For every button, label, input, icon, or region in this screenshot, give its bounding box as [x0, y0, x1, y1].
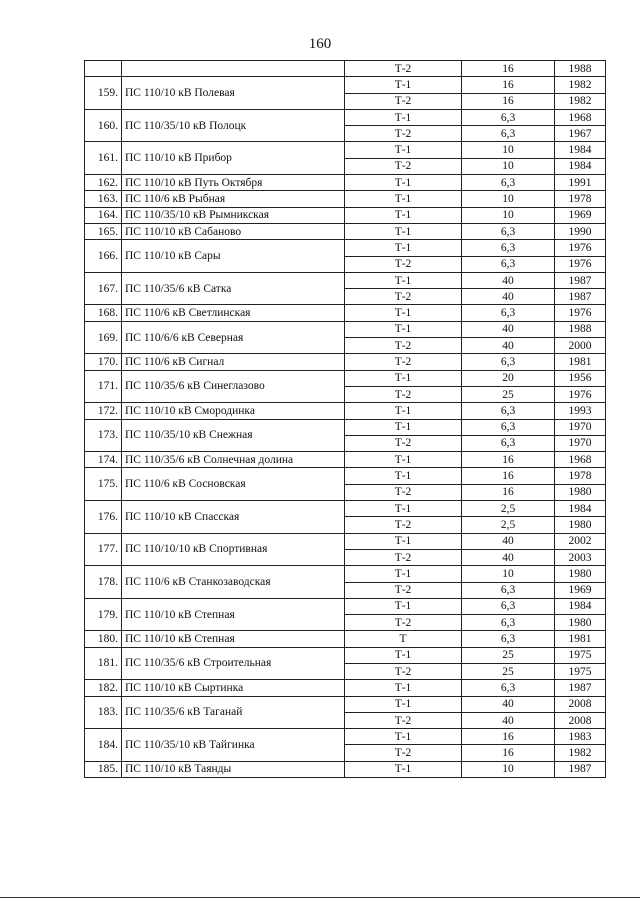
table-row — [85, 191, 606, 207]
substation-name-cell: ПС 110/10/10 кВ Спортивная — [122, 533, 345, 566]
year-cell: 1991 — [555, 175, 606, 191]
year-cell: 1981 — [555, 631, 606, 647]
year-cell: 1988 — [555, 321, 606, 337]
substation-name-cell: ПС 110/10 кВ Степная — [122, 598, 345, 631]
power-cell: 6,3 — [462, 403, 555, 419]
substation-name-cell — [122, 61, 345, 77]
row-number-cell: 162. — [85, 175, 122, 191]
row-number-cell: 181. — [85, 647, 122, 680]
substation-name-cell: ПС 110/10 кВ Сабаново — [122, 223, 345, 239]
transformer-cell: Т-1 — [345, 272, 462, 288]
row-number-cell: 185. — [85, 761, 122, 777]
power-cell: 6,3 — [462, 240, 555, 256]
year-cell: 1984 — [555, 158, 606, 174]
table-row — [85, 142, 606, 158]
power-cell: 40 — [462, 712, 555, 728]
row-number-cell: 177. — [85, 533, 122, 566]
transformer-cell: Т-2 — [345, 484, 462, 500]
power-cell: 40 — [462, 696, 555, 712]
transformer-cell: Т-2 — [345, 158, 462, 174]
substation-name-cell: ПС 110/10 кВ Путь Октября — [122, 175, 345, 191]
transformer-cell: Т-2 — [345, 615, 462, 631]
bottom-rule — [0, 897, 640, 898]
power-cell: 25 — [462, 663, 555, 679]
power-cell: 6,3 — [462, 419, 555, 435]
row-number-cell: 174. — [85, 452, 122, 468]
substation-name-cell: ПС 110/35/10 кВ Полоцк — [122, 109, 345, 142]
power-cell: 40 — [462, 321, 555, 337]
year-cell: 1980 — [555, 484, 606, 500]
year-cell: 1975 — [555, 647, 606, 663]
power-cell: 16 — [462, 452, 555, 468]
power-cell: 10 — [462, 566, 555, 582]
transformer-cell: Т-1 — [345, 305, 462, 321]
power-cell: 6,3 — [462, 126, 555, 142]
year-cell: 1981 — [555, 354, 606, 370]
transformer-cell: Т-2 — [345, 663, 462, 679]
transformer-cell: Т-2 — [345, 435, 462, 451]
power-cell: 6,3 — [462, 615, 555, 631]
transformer-cell: Т-1 — [345, 109, 462, 125]
row-number-cell: 169. — [85, 321, 122, 354]
year-cell: 1976 — [555, 256, 606, 272]
row-number-cell: 175. — [85, 468, 122, 501]
transformer-cell: Т-2 — [345, 354, 462, 370]
table-row — [85, 696, 606, 712]
year-cell: 1975 — [555, 663, 606, 679]
transformer-cell: Т-1 — [345, 533, 462, 549]
transformer-cell: Т-1 — [345, 501, 462, 517]
year-cell: 1987 — [555, 272, 606, 288]
substation-name-cell: ПС 110/10 кВ Сары — [122, 240, 345, 273]
power-cell: 10 — [462, 207, 555, 223]
substation-name-cell: ПС 110/6 кВ Светлинская — [122, 305, 345, 321]
transformer-cell: Т-1 — [345, 598, 462, 614]
substation-name-cell: ПС 110/10 кВ Спасская — [122, 501, 345, 534]
substation-name-cell: ПС 110/6 кВ Сигнал — [122, 354, 345, 370]
table-row — [85, 419, 606, 435]
power-cell: 6,3 — [462, 109, 555, 125]
power-cell: 20 — [462, 370, 555, 386]
transformer-cell: Т-2 — [345, 386, 462, 402]
power-cell: 25 — [462, 386, 555, 402]
power-cell: 40 — [462, 338, 555, 354]
transformer-cell: Т-1 — [345, 729, 462, 745]
row-number-cell: 161. — [85, 142, 122, 175]
year-cell: 1968 — [555, 452, 606, 468]
table-row — [85, 647, 606, 663]
table-row — [85, 175, 606, 191]
year-cell: 1970 — [555, 419, 606, 435]
year-cell: 1976 — [555, 240, 606, 256]
transformer-cell: Т-1 — [345, 696, 462, 712]
power-cell: 40 — [462, 549, 555, 565]
transformer-cell: Т-1 — [345, 321, 462, 337]
power-cell: 16 — [462, 61, 555, 77]
year-cell: 1956 — [555, 370, 606, 386]
year-cell: 1982 — [555, 93, 606, 109]
power-cell: 10 — [462, 761, 555, 777]
transformer-cell: Т-1 — [345, 370, 462, 386]
transformer-cell: Т-1 — [345, 761, 462, 777]
year-cell: 2008 — [555, 696, 606, 712]
transformer-cell: Т-2 — [345, 256, 462, 272]
transformer-cell: Т-1 — [345, 77, 462, 93]
substation-name-cell: ПС 110/10 кВ Прибор — [122, 142, 345, 175]
transformer-cell: Т-1 — [345, 175, 462, 191]
power-cell: 16 — [462, 93, 555, 109]
row-number-cell: 171. — [85, 370, 122, 403]
year-cell: 1976 — [555, 386, 606, 402]
year-cell: 1976 — [555, 305, 606, 321]
table-row — [85, 272, 606, 288]
substation-name-cell: ПС 110/35/6 кВ Сатка — [122, 272, 345, 305]
power-cell: 16 — [462, 484, 555, 500]
year-cell: 2000 — [555, 338, 606, 354]
transformer-cell: Т-1 — [345, 191, 462, 207]
row-number-cell: 165. — [85, 223, 122, 239]
substation-name-cell: ПС 110/35/10 кВ Снежная — [122, 419, 345, 452]
power-cell: 16 — [462, 729, 555, 745]
transformer-cell: Т-2 — [345, 289, 462, 305]
power-cell: 16 — [462, 468, 555, 484]
power-cell: 10 — [462, 158, 555, 174]
table-row — [85, 109, 606, 125]
table-row — [85, 761, 606, 777]
year-cell: 1978 — [555, 468, 606, 484]
power-cell: 6,3 — [462, 175, 555, 191]
row-number-cell: 170. — [85, 354, 122, 370]
year-cell: 1987 — [555, 680, 606, 696]
power-cell: 6,3 — [462, 256, 555, 272]
year-cell: 1967 — [555, 126, 606, 142]
table-row — [85, 501, 606, 517]
row-number-cell: 176. — [85, 501, 122, 534]
year-cell: 1987 — [555, 289, 606, 305]
transformer-cell: Т-1 — [345, 207, 462, 223]
year-cell: 2008 — [555, 712, 606, 728]
year-cell: 1968 — [555, 109, 606, 125]
table-row — [85, 240, 606, 256]
row-number-cell: 159. — [85, 77, 122, 110]
year-cell: 2002 — [555, 533, 606, 549]
transformer-cell: Т-1 — [345, 566, 462, 582]
row-number-cell: 173. — [85, 419, 122, 452]
substation-name-cell: ПС 110/10 кВ Полевая — [122, 77, 345, 110]
year-cell: 1988 — [555, 61, 606, 77]
power-cell: 6,3 — [462, 631, 555, 647]
year-cell: 1982 — [555, 77, 606, 93]
power-cell: 6,3 — [462, 305, 555, 321]
year-cell: 1987 — [555, 761, 606, 777]
transformer-cell: Т-2 — [345, 338, 462, 354]
substation-name-cell: ПС 110/6 кВ Сосновская — [122, 468, 345, 501]
power-cell: 10 — [462, 191, 555, 207]
table-row — [85, 452, 606, 468]
power-cell: 25 — [462, 647, 555, 663]
transformer-cell: Т-2 — [345, 126, 462, 142]
table-row — [85, 729, 606, 745]
table-row — [85, 61, 606, 77]
table-row — [85, 207, 606, 223]
year-cell: 1980 — [555, 615, 606, 631]
row-number-cell: 160. — [85, 109, 122, 142]
transformer-cell: Т-1 — [345, 223, 462, 239]
row-number-cell: 184. — [85, 729, 122, 762]
year-cell: 1984 — [555, 142, 606, 158]
power-cell: 6,3 — [462, 582, 555, 598]
transformer-cell: Т-2 — [345, 745, 462, 761]
transformer-cell: Т-2 — [345, 549, 462, 565]
transformer-cell: Т-2 — [345, 517, 462, 533]
row-number-cell: 163. — [85, 191, 122, 207]
substation-name-cell: ПС 110/6 кВ Станкозаводская — [122, 566, 345, 599]
substations-table-body — [85, 61, 606, 778]
table-row — [85, 403, 606, 419]
substation-name-cell: ПС 110/6 кВ Рыбная — [122, 191, 345, 207]
power-cell: 6,3 — [462, 435, 555, 451]
substation-name-cell: ПС 110/35/6 кВ Таганай — [122, 696, 345, 729]
substation-name-cell: ПС 110/10 кВ Смородинка — [122, 403, 345, 419]
substations-table — [84, 60, 606, 778]
transformer-cell: Т-1 — [345, 240, 462, 256]
table-row — [85, 533, 606, 549]
table-row — [85, 468, 606, 484]
power-cell: 10 — [462, 142, 555, 158]
transformer-cell: Т-1 — [345, 419, 462, 435]
table-row — [85, 354, 606, 370]
row-number-cell — [85, 61, 122, 77]
row-number-cell: 182. — [85, 680, 122, 696]
row-number-cell: 167. — [85, 272, 122, 305]
year-cell: 1984 — [555, 501, 606, 517]
table-row — [85, 680, 606, 696]
power-cell: 40 — [462, 289, 555, 305]
power-cell: 16 — [462, 77, 555, 93]
transformer-cell: Т-1 — [345, 452, 462, 468]
row-number-cell: 180. — [85, 631, 122, 647]
row-number-cell: 183. — [85, 696, 122, 729]
year-cell: 1990 — [555, 223, 606, 239]
table-row — [85, 566, 606, 582]
substation-name-cell: ПС 110/10 кВ Сыртинка — [122, 680, 345, 696]
table-row — [85, 370, 606, 386]
row-number-cell: 172. — [85, 403, 122, 419]
power-cell: 40 — [462, 272, 555, 288]
transformer-cell: Т-2 — [345, 712, 462, 728]
table-row — [85, 223, 606, 239]
substation-name-cell: ПС 110/35/10 кВ Рымникская — [122, 207, 345, 223]
transformer-cell: Т-1 — [345, 142, 462, 158]
power-cell: 6,3 — [462, 223, 555, 239]
year-cell: 1978 — [555, 191, 606, 207]
year-cell: 1980 — [555, 517, 606, 533]
power-cell: 6,3 — [462, 354, 555, 370]
row-number-cell: 179. — [85, 598, 122, 631]
row-number-cell: 164. — [85, 207, 122, 223]
substation-name-cell: ПС 110/10 кВ Степная — [122, 631, 345, 647]
transformer-cell: Т-1 — [345, 403, 462, 419]
substation-name-cell: ПС 110/35/6 кВ Строительная — [122, 647, 345, 680]
table-row — [85, 305, 606, 321]
power-cell: 6,3 — [462, 598, 555, 614]
year-cell: 1969 — [555, 582, 606, 598]
power-cell: 40 — [462, 533, 555, 549]
substation-name-cell: ПС 110/35/6 кВ Синеглазово — [122, 370, 345, 403]
year-cell: 1993 — [555, 403, 606, 419]
table-row — [85, 77, 606, 93]
table-row — [85, 631, 606, 647]
power-cell: 16 — [462, 745, 555, 761]
transformer-cell: Т-1 — [345, 468, 462, 484]
power-cell: 2,5 — [462, 517, 555, 533]
substation-name-cell: ПС 110/10 кВ Таянды — [122, 761, 345, 777]
year-cell: 1982 — [555, 745, 606, 761]
substation-name-cell: ПС 110/6/6 кВ Северная — [122, 321, 345, 354]
power-cell: 6,3 — [462, 680, 555, 696]
transformer-cell: Т-1 — [345, 647, 462, 663]
year-cell: 1980 — [555, 566, 606, 582]
year-cell: 1984 — [555, 598, 606, 614]
year-cell: 2003 — [555, 549, 606, 565]
transformer-cell: Т-2 — [345, 61, 462, 77]
transformer-cell: Т — [345, 631, 462, 647]
year-cell: 1969 — [555, 207, 606, 223]
year-cell: 1970 — [555, 435, 606, 451]
table-row — [85, 598, 606, 614]
table-row — [85, 321, 606, 337]
row-number-cell: 168. — [85, 305, 122, 321]
power-cell: 2,5 — [462, 501, 555, 517]
row-number-cell: 178. — [85, 566, 122, 599]
transformer-cell: Т-2 — [345, 582, 462, 598]
substation-name-cell: ПС 110/35/10 кВ Тайгинка — [122, 729, 345, 762]
transformer-cell: Т-2 — [345, 93, 462, 109]
year-cell: 1983 — [555, 729, 606, 745]
page-number: 160 — [308, 36, 332, 52]
row-number-cell: 166. — [85, 240, 122, 273]
transformer-cell: Т-1 — [345, 680, 462, 696]
substation-name-cell: ПС 110/35/6 кВ Солнечная долина — [122, 452, 345, 468]
